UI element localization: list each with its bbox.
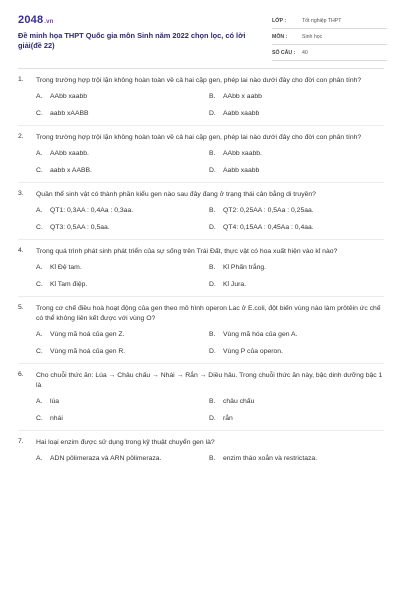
question-number: 1.	[18, 76, 24, 83]
option-c[interactable]	[36, 280, 209, 290]
question-3	[18, 190, 384, 240]
question-list	[18, 76, 384, 477]
option-text: AAbb xaabb.	[50, 150, 89, 157]
option-letter: A.	[36, 398, 43, 405]
answer-options	[36, 397, 384, 424]
answer-options	[36, 330, 384, 357]
meta-value: Sinh học	[302, 33, 323, 40]
option-c[interactable]	[36, 414, 209, 424]
option-c[interactable]	[36, 347, 209, 357]
question-2	[18, 133, 384, 183]
option-text: QT1: 0,3AA : 0,4Aa : 0,3aa.	[50, 207, 134, 214]
option-text: Kỉ Tam điệp.	[50, 281, 88, 288]
question-4	[18, 247, 384, 297]
option-text: Kỉ Phấn trắng.	[223, 264, 267, 271]
meta-value: Tốt nghiệp THPT	[302, 17, 342, 24]
option-letter: D.	[209, 167, 216, 174]
option-a[interactable]	[36, 263, 209, 273]
option-letter: D.	[209, 110, 216, 117]
question-text: Quần thể sinh vật có thành phần kiểu gen nào sau đây đang ở trạng thái cân bằng di truyền?	[36, 191, 316, 198]
option-letter: A.	[36, 331, 43, 338]
meta-row-count	[272, 45, 387, 61]
option-text: Aabb xaabb	[223, 167, 260, 174]
question-number: 3.	[18, 190, 24, 197]
option-text: aabb xAABB	[50, 110, 89, 117]
option-text: Vùng mã hóa của gen A.	[223, 331, 298, 338]
option-letter: A.	[36, 207, 43, 214]
option-letter: C.	[36, 415, 43, 422]
meta-table	[272, 13, 387, 61]
question-text: Trong trường hợp trội lặn không hoàn toàn về cả hai cặp gen, phép lai nào dưới đây cho đời con phân tính?	[36, 77, 362, 84]
question-number: 5.	[18, 304, 24, 311]
meta-key: LỚP :	[272, 17, 287, 24]
site-logo[interactable]	[18, 14, 54, 26]
option-d[interactable]	[209, 166, 382, 176]
option-letter: C.	[36, 110, 43, 117]
option-a[interactable]	[36, 330, 209, 340]
question-7	[18, 438, 384, 470]
option-text: ADN pôlimeraza và ARN pôlimeraza.	[50, 455, 162, 462]
option-letter: C.	[36, 224, 43, 231]
answer-options	[36, 263, 384, 290]
question-text: Trong quá trình phát sinh phát triển của sự sống trên Trái Đất, thực vật có hoa xuất hiện vào kỉ nào?	[36, 248, 338, 255]
option-letter: A.	[36, 264, 43, 271]
option-b[interactable]	[209, 397, 382, 407]
option-a[interactable]	[36, 149, 209, 159]
answer-options	[36, 149, 384, 176]
meta-row-subject	[272, 29, 387, 45]
option-text: Kỉ Đệ tam.	[50, 264, 82, 271]
option-b[interactable]	[209, 454, 382, 464]
option-d[interactable]	[209, 347, 382, 357]
option-letter: B.	[209, 455, 216, 462]
option-text: châu chấu	[223, 398, 255, 405]
option-a[interactable]	[36, 92, 209, 102]
question-number: 6.	[18, 371, 24, 378]
option-text: Vùng mã hoá của gen Z.	[50, 331, 125, 338]
meta-row-grade	[272, 13, 387, 29]
answer-options	[36, 92, 384, 119]
option-letter: C.	[36, 167, 43, 174]
option-text: Vùng P của operon.	[223, 348, 283, 355]
answer-options	[36, 454, 384, 464]
option-letter: D.	[209, 281, 216, 288]
question-text: Cho chuỗi thức ăn: Lúa → Châu chấu → Nhái → Rắn → Diều hâu. Trong chuỗi thức ăn này, bậc dinh dưỡng bậc 1 là	[36, 372, 383, 389]
option-letter: D.	[209, 415, 216, 422]
question-number: 7.	[18, 438, 24, 445]
meta-value: 40	[302, 49, 308, 56]
option-d[interactable]	[209, 280, 382, 290]
option-text: Kỉ Jura.	[223, 281, 247, 288]
option-d[interactable]	[209, 109, 382, 119]
question-1	[18, 76, 384, 126]
option-d[interactable]	[209, 414, 382, 424]
option-letter: B.	[209, 398, 216, 405]
option-letter: A.	[36, 150, 43, 157]
option-a[interactable]	[36, 206, 209, 216]
document-title: Đề minh họa THPT Quốc gia môn Sinh năm 2022 chọn lọc, có lời giải(đề 22)	[18, 31, 246, 50]
logo-suffix: .vn	[44, 19, 54, 25]
option-letter: C.	[36, 281, 43, 288]
logo-text: 2048	[18, 14, 44, 26]
meta-key: SỐ CÂU :	[272, 49, 296, 56]
question-text: Trong trường hợp trội lặn không hoàn toàn về cả hai cặp gen, phép lai nào dưới đây cho đời con phân tính?	[36, 134, 362, 141]
option-letter: B.	[209, 331, 216, 338]
option-letter: C.	[36, 348, 43, 355]
option-c[interactable]	[36, 223, 209, 233]
option-b[interactable]	[209, 149, 382, 159]
answer-options	[36, 206, 384, 233]
document-header	[18, 12, 384, 62]
option-b[interactable]	[209, 330, 382, 340]
option-letter: B.	[209, 93, 216, 100]
question-text: Hai loại enzim được sử dụng trong kỹ thuật chuyển gen là?	[36, 439, 215, 446]
option-letter: A.	[36, 93, 43, 100]
question-number: 2.	[18, 133, 24, 140]
question-text: Trong cơ chế điều hoà hoạt động của gen theo mô hình operon Lac ở E.coli, đột biến vùng nào làm prôtêin ức chế có thể không liên kết được với vùng O?	[36, 305, 381, 322]
question-6	[18, 371, 384, 431]
question-5	[18, 304, 384, 364]
option-letter: A.	[36, 455, 43, 462]
option-a[interactable]	[36, 454, 209, 464]
option-text: QT2: 0,25AA : 0,5Aa : 0,25aa.	[223, 207, 314, 214]
option-text: QT3: 0,5AA : 0,5aa.	[50, 224, 110, 231]
option-letter: B.	[209, 150, 216, 157]
option-text: enzim tháo xoắn và restrictaza.	[223, 455, 318, 462]
option-text: Aabb xaabb	[223, 110, 260, 117]
option-text: rắn	[223, 415, 233, 422]
option-b[interactable]	[209, 92, 382, 102]
option-b[interactable]	[209, 263, 382, 273]
option-text: Vùng mã hoá của gen R.	[50, 348, 126, 355]
option-text: nhái	[50, 415, 63, 422]
option-text: lúa	[50, 398, 60, 405]
option-text: QT4: 0,15AA : 0,45Aa : 0,4aa.	[223, 224, 314, 231]
option-a[interactable]	[36, 397, 209, 407]
option-letter: D.	[209, 224, 216, 231]
option-c[interactable]	[36, 166, 209, 176]
option-text: AAbb x aabb	[223, 93, 262, 100]
option-b[interactable]	[209, 206, 382, 216]
option-text: aabb x AABB.	[50, 167, 92, 174]
option-letter: B.	[209, 264, 216, 271]
option-letter: D.	[209, 348, 216, 355]
question-number: 4.	[18, 247, 24, 254]
option-letter: B.	[209, 207, 216, 214]
header-divider	[18, 68, 384, 69]
option-text: AAbb xaabb.	[223, 150, 262, 157]
option-c[interactable]	[36, 109, 209, 119]
option-d[interactable]	[209, 223, 382, 233]
option-text: AAbb xaabb	[50, 93, 88, 100]
meta-key: MÔN :	[272, 33, 288, 40]
